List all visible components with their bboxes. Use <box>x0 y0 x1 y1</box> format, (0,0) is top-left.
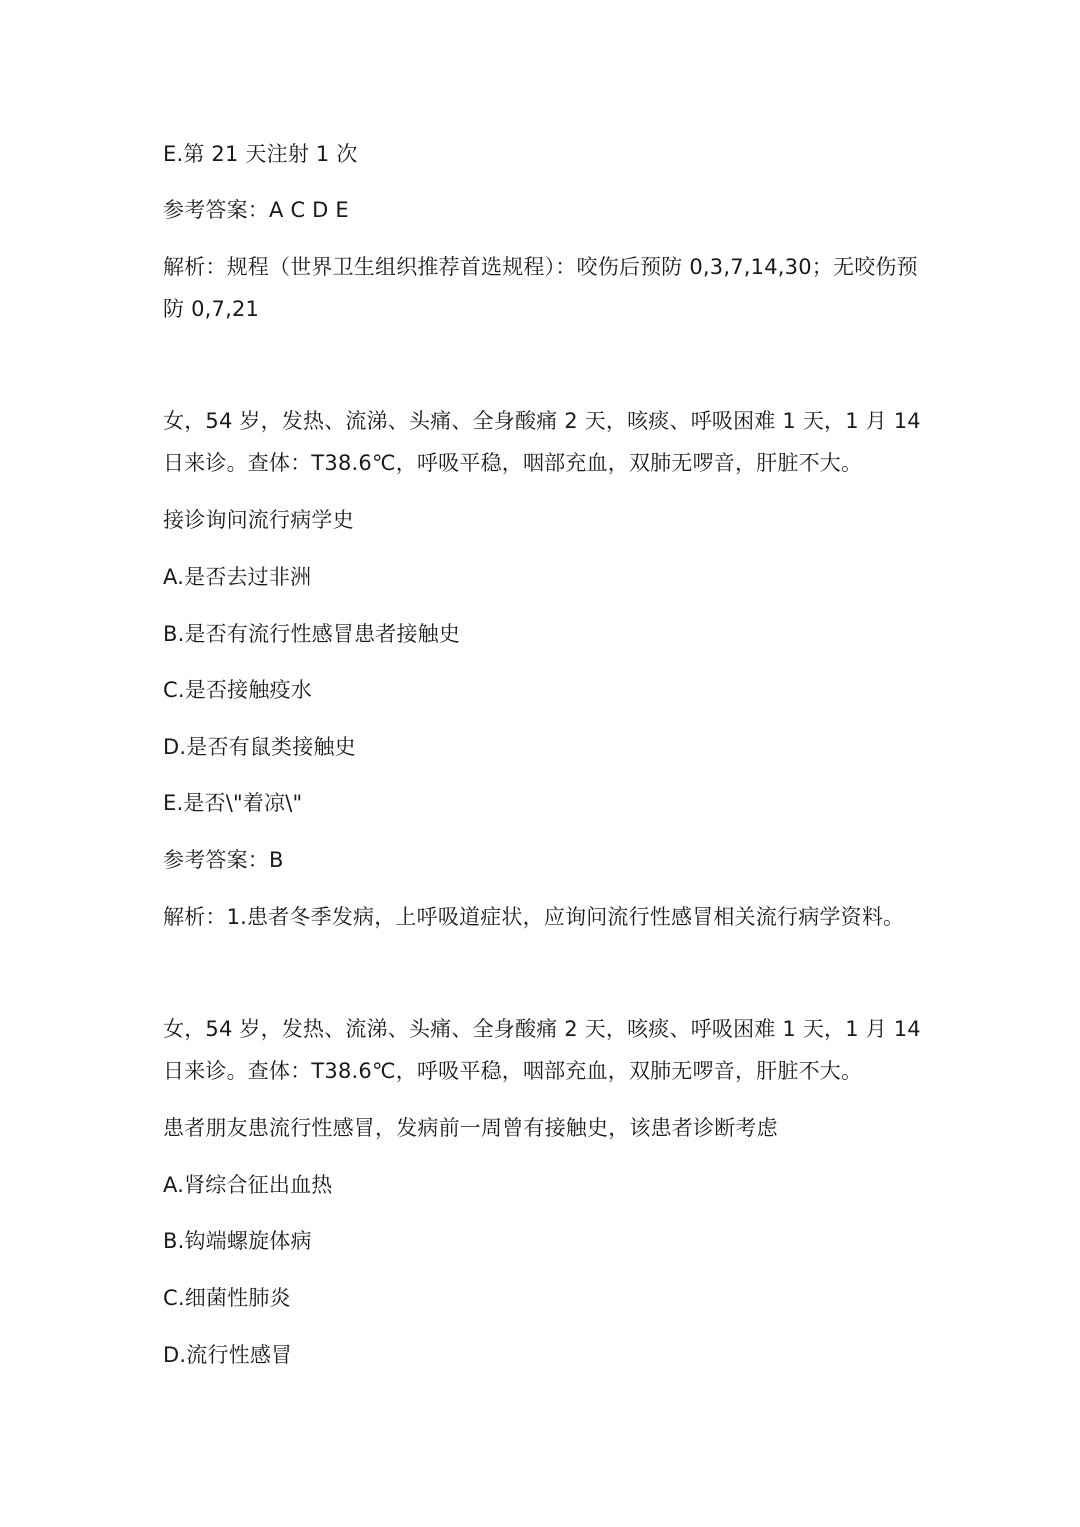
option-c: C.是否接触疫水 <box>163 678 312 702</box>
option-b: B.钩端螺旋体病 <box>163 1229 312 1253</box>
answer-line: 参考答案：B <box>163 848 284 872</box>
analysis-line-2: 防 0,7,21 <box>163 297 260 321</box>
answer-line: 参考答案：A C D E <box>163 198 349 222</box>
question-prompt: 患者朋友患流行性感冒，发病前一周曾有接触史，该患者诊断考虑 <box>163 1116 778 1140</box>
option-a: A.肾综合征出血热 <box>163 1173 333 1197</box>
option-b: B.是否有流行性感冒患者接触史 <box>163 622 461 646</box>
analysis-line-1: 解析：规程（世界卫生组织推荐首选规程）：咬伤后预防 0,3,7,14,30；无咬伤预 <box>163 255 918 279</box>
option-a: A.是否去过非洲 <box>163 565 312 589</box>
option-e: E.是否\"着凉\" <box>163 791 303 815</box>
analysis-line: 解析：1.患者冬季发病，上呼吸道症状，应询问流行性感冒相关流行病学资料。 <box>163 905 905 929</box>
option-d: D.流行性感冒 <box>163 1343 293 1367</box>
question-stem-line-2: 日来诊。查体：T38.6℃，呼吸平稳，咽部充血，双肺无啰音，肝脏不大。 <box>163 451 863 475</box>
option-d: D.是否有鼠类接触史 <box>163 735 356 759</box>
question-stem-line-1: 女，54 岁，发热、流涕、头痛、全身酸痛 2 天，咳痰、呼吸困难 1 天，1 月 14 <box>163 1017 921 1041</box>
question-stem-line-2: 日来诊。查体：T38.6℃，呼吸平稳，咽部充血，双肺无啰音，肝脏不大。 <box>163 1059 863 1083</box>
question-stem-line-1: 女，54 岁，发热、流涕、头痛、全身酸痛 2 天，咳痰、呼吸困难 1 天，1 月 14 <box>163 409 921 433</box>
option-c: C.细菌性肺炎 <box>163 1286 291 1310</box>
question-prompt: 接诊询问流行病学史 <box>163 508 354 532</box>
option-e: E.第 21 天注射 1 次 <box>163 142 358 166</box>
